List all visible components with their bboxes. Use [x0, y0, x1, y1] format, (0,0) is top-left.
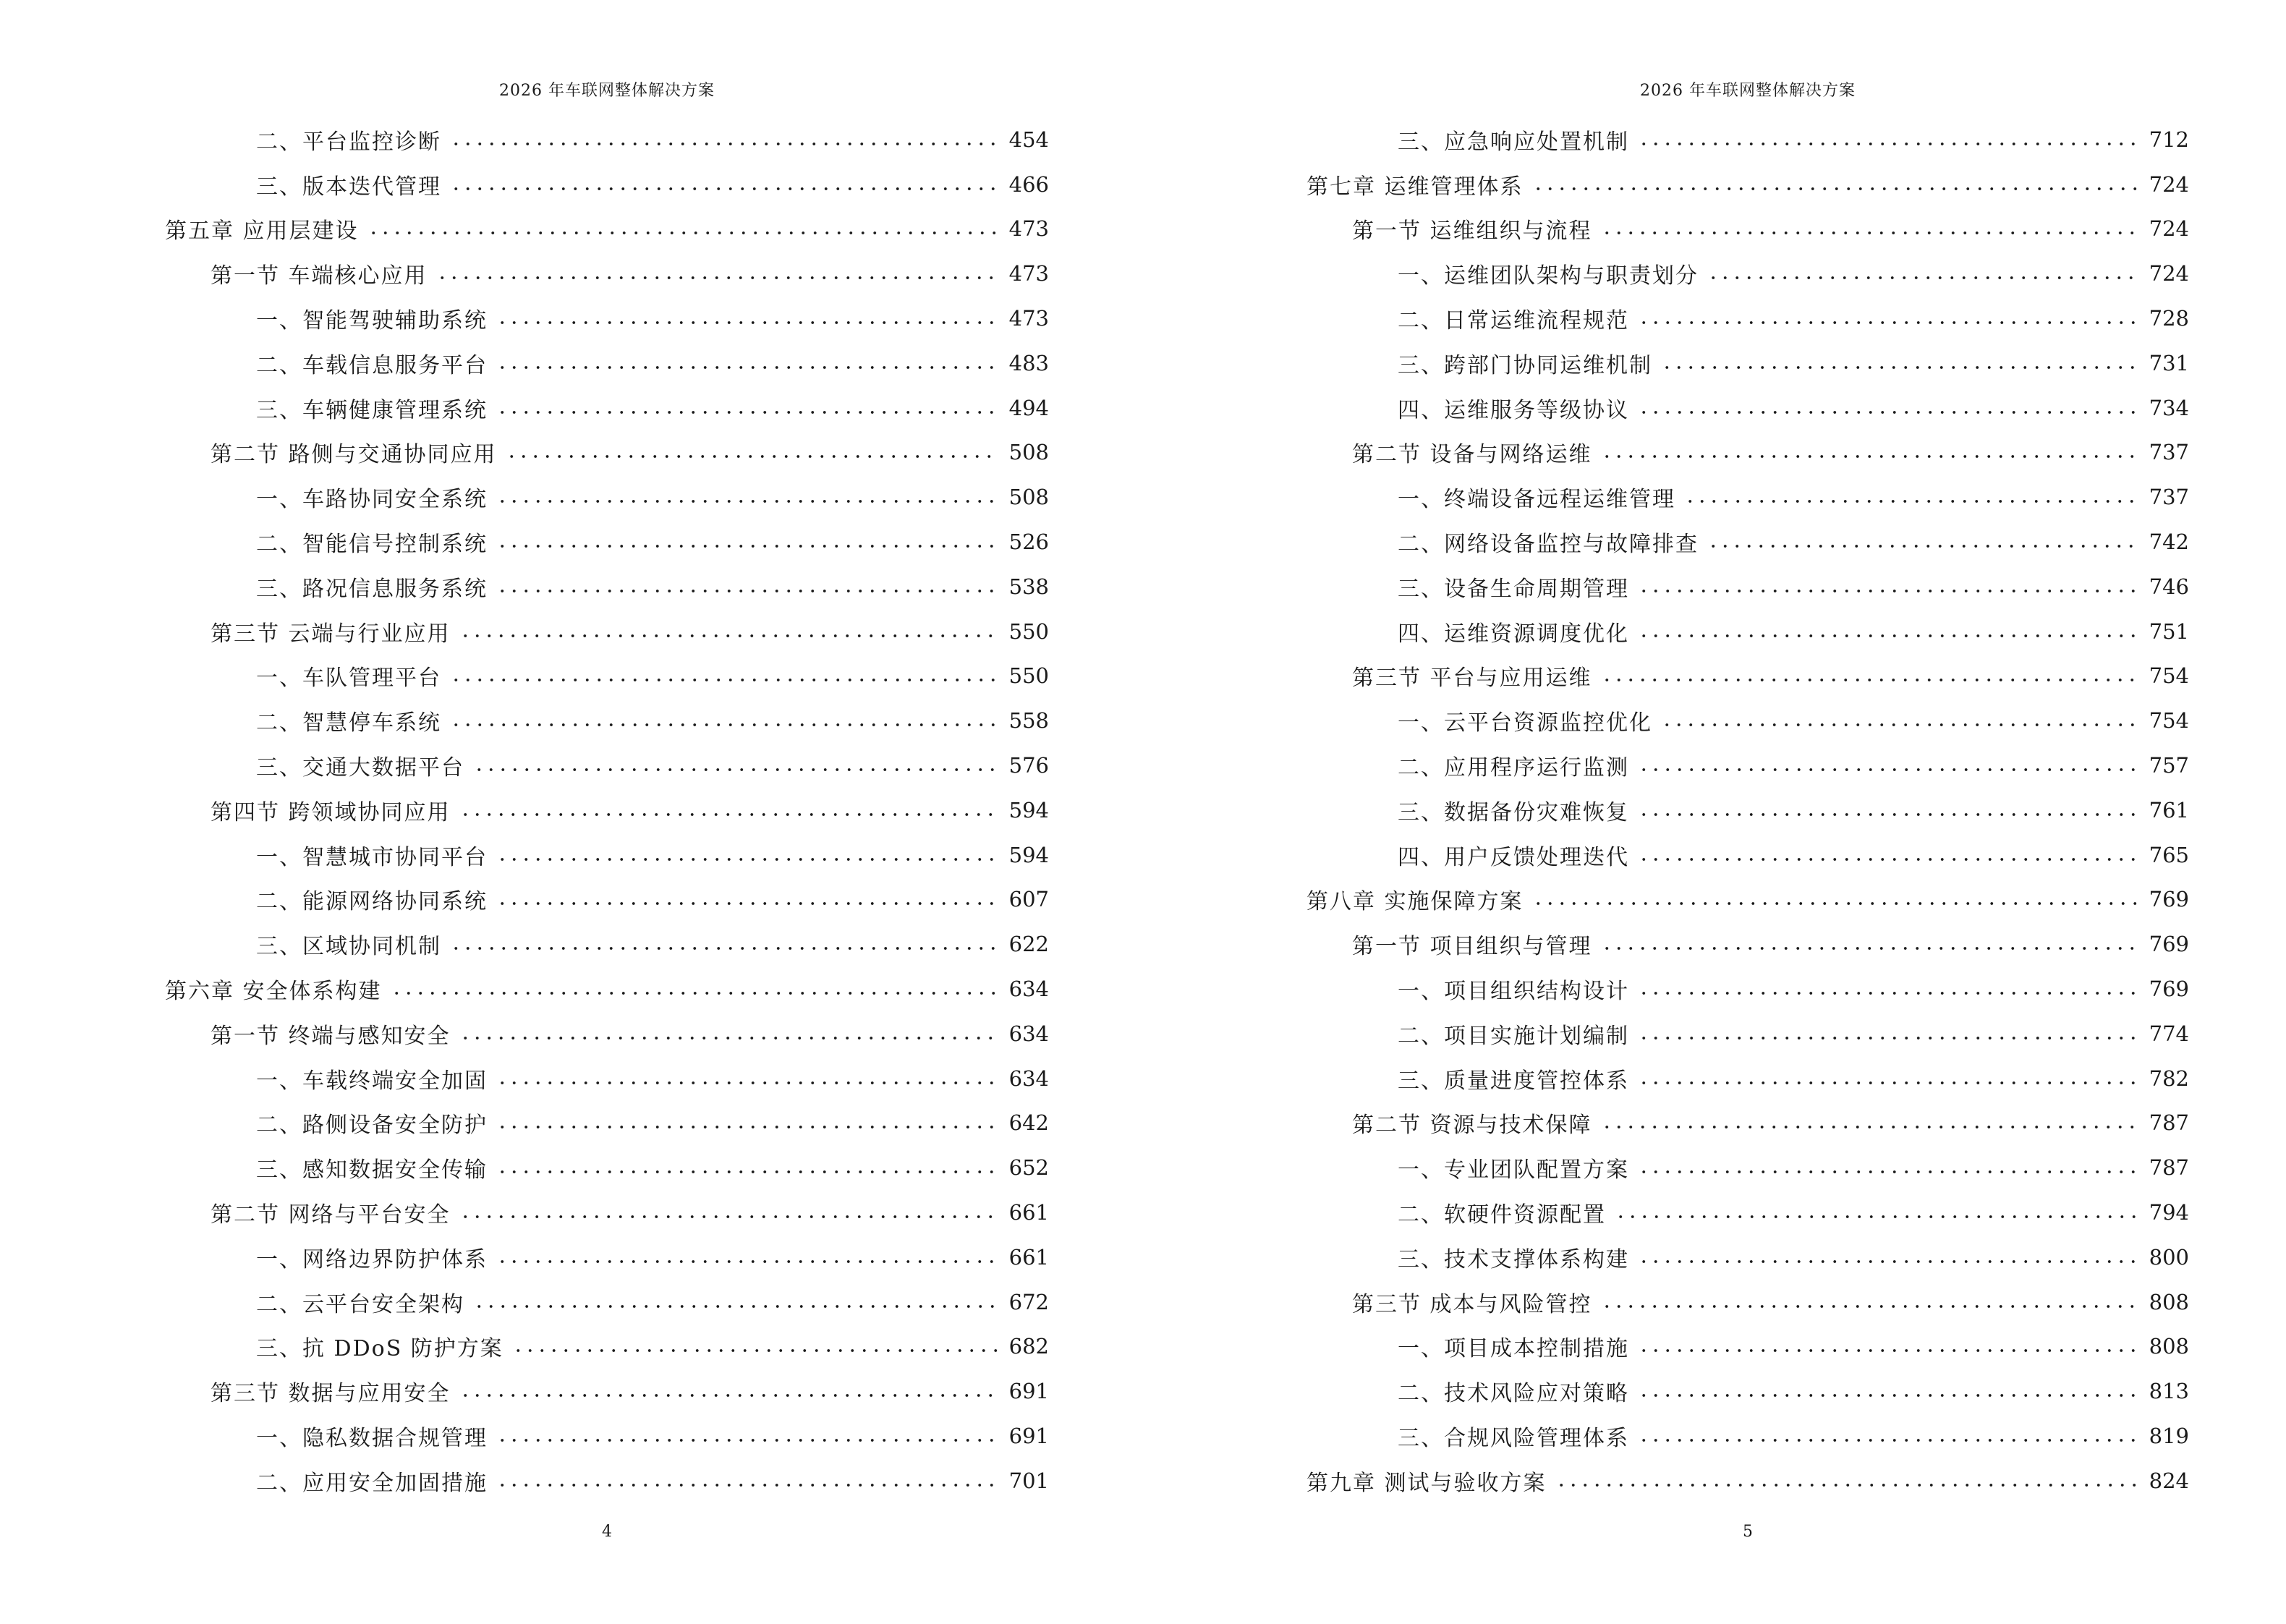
- toc-entry-page-number: 661: [1008, 1244, 1049, 1270]
- toc-entry[interactable]: [165, 609, 1049, 654]
- toc-entry-title: 二、能源网络协同系统: [256, 889, 488, 915]
- toc-entry-page-number: 808: [2149, 1289, 2189, 1314]
- dot-leader: [1661, 366, 2138, 369]
- toc-entry-title: 第八章 实施保障方案: [1306, 889, 1524, 915]
- table-of-contents: [165, 117, 1049, 1503]
- toc-entry[interactable]: [165, 117, 1049, 162]
- dot-leader: [1638, 143, 2138, 145]
- toc-entry-title: 二、平台监控诊断: [256, 129, 441, 155]
- toc-entry-title: 第二节 路侧与交通协同应用: [211, 442, 497, 468]
- toc-entry-title: 第二节 设备与网络运维: [1352, 442, 1592, 468]
- toc-entry-title: 二、路侧设备安全防护: [256, 1113, 488, 1139]
- dot-leader: [1684, 500, 2138, 503]
- dot-leader: [1638, 1260, 2138, 1263]
- toc-entry-page-number: 757: [2149, 753, 2189, 778]
- toc-entry-title: 三、交通大数据平台: [256, 755, 464, 781]
- page-number: 5: [1743, 1523, 1753, 1541]
- toc-entry[interactable]: [1306, 1056, 2189, 1101]
- toc-entry-title: 第二节 资源与技术保障: [1352, 1113, 1592, 1139]
- dot-leader: [496, 500, 998, 503]
- toc-entry-title: 三、感知数据安全传输: [256, 1157, 488, 1183]
- dot-leader: [1638, 1394, 2138, 1397]
- toc-entry-title: 三、设备生命周期管理: [1398, 576, 1629, 602]
- dot-leader: [1532, 902, 2138, 905]
- dot-leader: [1638, 1170, 2138, 1173]
- table-of-contents: [1306, 117, 2189, 1503]
- dot-leader: [473, 768, 998, 771]
- toc-entry[interactable]: [1306, 1369, 2189, 1413]
- toc-entry[interactable]: [1306, 207, 2189, 252]
- toc-entry-title: 第五章 应用层建设: [165, 218, 359, 245]
- toc-entry-page-number: 787: [2149, 1110, 2189, 1136]
- toc-entry[interactable]: [165, 1056, 1049, 1101]
- dot-leader: [1601, 455, 2138, 458]
- dot-leader: [512, 1349, 998, 1352]
- dot-leader: [1532, 187, 2138, 190]
- toc-entry-page-number: 550: [1008, 618, 1049, 644]
- toc-entry-page-number: 737: [2149, 440, 2189, 465]
- toc-entry-page-number: 737: [2149, 485, 2189, 510]
- toc-entry-title: 一、云平台资源监控优化: [1398, 710, 1652, 736]
- toc-entry-page-number: 712: [2149, 127, 2189, 152]
- toc-entry[interactable]: [165, 833, 1049, 877]
- toc-entry-title: 第六章 安全体系构建: [165, 979, 382, 1005]
- toc-entry[interactable]: [1306, 1235, 2189, 1280]
- toc-entry-page-number: 800: [2149, 1244, 2189, 1270]
- toc-entry-page-number: 765: [2149, 842, 2189, 867]
- dot-leader: [1638, 590, 2138, 592]
- toc-entry[interactable]: [165, 743, 1049, 788]
- dot-leader: [1638, 858, 2138, 861]
- toc-entry-page-number: 594: [1008, 797, 1049, 822]
- dot-leader: [459, 1037, 998, 1040]
- toc-entry-page-number: 473: [1008, 306, 1049, 331]
- toc-entry[interactable]: [1306, 1101, 2189, 1146]
- toc-entry-title: 三、合规风险管理体系: [1398, 1426, 1629, 1451]
- toc-entry-title: 第七章 运维管理体系: [1306, 174, 1524, 200]
- toc-entry-page-number: 724: [2149, 216, 2189, 242]
- toc-entry[interactable]: [165, 475, 1049, 519]
- toc-entry-page-number: 769: [2149, 887, 2189, 912]
- toc-entry[interactable]: [165, 1369, 1049, 1413]
- toc-entry[interactable]: [165, 788, 1049, 833]
- toc-entry-page-number: 508: [1008, 485, 1049, 510]
- toc-entry-title: 二、云平台安全架构: [256, 1291, 464, 1317]
- dot-leader: [1601, 1305, 2138, 1308]
- dot-leader: [450, 187, 998, 190]
- toc-entry-page-number: 594: [1008, 842, 1049, 867]
- dot-leader: [496, 545, 998, 548]
- toc-entry-page-number: 642: [1008, 1110, 1049, 1136]
- toc-entry-title: 第三节 数据与应用安全: [211, 1381, 451, 1407]
- dot-leader: [506, 455, 998, 458]
- toc-entry[interactable]: [1306, 743, 2189, 788]
- toc-entry[interactable]: [165, 386, 1049, 430]
- dot-leader: [1601, 679, 2138, 681]
- toc-entry-page-number: 494: [1008, 395, 1049, 420]
- toc-entry-page-number: 761: [2149, 797, 2189, 822]
- dot-leader: [473, 1305, 998, 1308]
- dot-leader: [450, 947, 998, 950]
- toc-entry-title: 三、质量进度管控体系: [1398, 1068, 1629, 1094]
- toc-entry-page-number: 550: [1008, 663, 1049, 689]
- dot-leader: [450, 723, 998, 726]
- toc-entry-title: 三、数据备份灾难恢复: [1398, 799, 1629, 825]
- toc-entry-title: 一、智慧城市协同平台: [256, 844, 488, 870]
- toc-entry-page-number: 682: [1008, 1334, 1049, 1359]
- toc-entry[interactable]: [1306, 1458, 2189, 1503]
- toc-entry-page-number: 769: [2149, 932, 2189, 957]
- toc-entry-page-number: 754: [2149, 663, 2189, 689]
- dot-leader: [496, 1260, 998, 1263]
- toc-entry-title: 第二节 网络与平台安全: [211, 1202, 451, 1228]
- toc-entry-page-number: 701: [1008, 1468, 1049, 1493]
- toc-entry[interactable]: [1306, 654, 2189, 699]
- dot-leader: [1638, 1037, 2138, 1040]
- toc-entry-title: 第一节 车端核心应用: [211, 263, 428, 289]
- dot-leader: [1638, 634, 2138, 637]
- toc-entry-title: 一、终端设备远程运维管理: [1398, 487, 1675, 513]
- toc-entry[interactable]: [165, 564, 1049, 609]
- toc-entry-title: 三、区域协同机制: [256, 934, 441, 960]
- dot-leader: [496, 411, 998, 414]
- dot-leader: [459, 813, 998, 816]
- page-header: 2026 年车联网整体解决方案: [499, 82, 715, 100]
- toc-entry-title: 二、网络设备监控与故障排查: [1398, 532, 1699, 558]
- page-right: [1306, 0, 2189, 1624]
- toc-entry[interactable]: [165, 1458, 1049, 1503]
- toc-entry-title: 二、日常运维流程规范: [1398, 308, 1629, 334]
- dot-leader: [450, 679, 998, 681]
- toc-entry-page-number: 724: [2149, 261, 2189, 286]
- dot-leader: [436, 276, 998, 279]
- dot-leader: [1601, 947, 2138, 950]
- dot-leader: [1638, 411, 2138, 414]
- toc-entry[interactable]: [165, 519, 1049, 564]
- toc-entry-page-number: 473: [1008, 261, 1049, 286]
- toc-entry[interactable]: [165, 698, 1049, 743]
- toc-entry-title: 第一节 运维组织与流程: [1352, 218, 1592, 245]
- toc-entry[interactable]: [165, 1190, 1049, 1235]
- toc-entry-page-number: 813: [2149, 1379, 2189, 1404]
- toc-entry-page-number: 824: [2149, 1468, 2189, 1493]
- toc-entry-page-number: 672: [1008, 1289, 1049, 1314]
- toc-entry-page-number: 473: [1008, 216, 1049, 242]
- toc-entry-title: 三、路况信息服务系统: [256, 576, 488, 602]
- toc-entry[interactable]: [165, 341, 1049, 386]
- toc-entry-title: 一、运维团队架构与职责划分: [1398, 263, 1699, 289]
- toc-entry-title: 三、抗 DDoS 防护方案: [256, 1336, 503, 1362]
- toc-entry[interactable]: [1306, 1280, 2189, 1325]
- toc-entry-title: 二、智能信号控制系统: [256, 532, 488, 558]
- toc-entry[interactable]: [1306, 877, 2189, 922]
- toc-entry-page-number: 754: [2149, 708, 2189, 734]
- toc-entry[interactable]: [1306, 296, 2189, 341]
- toc-entry-page-number: 634: [1008, 1066, 1049, 1091]
- toc-entry-title: 三、应急响应处置机制: [1398, 129, 1629, 155]
- page-header: 2026 年车联网整体解决方案: [1640, 82, 1856, 100]
- dot-leader: [1601, 1126, 2138, 1128]
- dot-leader: [1638, 321, 2138, 324]
- dot-leader: [450, 143, 998, 145]
- toc-entry-title: 第一节 终端与感知安全: [211, 1023, 451, 1049]
- toc-entry[interactable]: [1306, 475, 2189, 519]
- toc-entry[interactable]: [165, 296, 1049, 341]
- dot-leader: [496, 858, 998, 861]
- toc-entry[interactable]: [1306, 833, 2189, 877]
- toc-entry[interactable]: [165, 430, 1049, 475]
- toc-entry-page-number: 466: [1008, 171, 1049, 197]
- toc-entry-title: 一、车队管理平台: [256, 666, 441, 692]
- toc-entry-title: 一、车路协同安全系统: [256, 487, 488, 513]
- toc-entry[interactable]: [165, 1413, 1049, 1458]
- toc-entry[interactable]: [165, 654, 1049, 699]
- toc-entry-page-number: 607: [1008, 887, 1049, 912]
- toc-entry-page-number: 622: [1008, 932, 1049, 957]
- toc-entry-page-number: 661: [1008, 1200, 1049, 1225]
- dot-leader: [1661, 723, 2138, 726]
- toc-entry-page-number: 751: [2149, 618, 2189, 644]
- dot-leader: [367, 231, 998, 234]
- dot-leader: [1615, 1215, 2138, 1218]
- toc-entry-page-number: 769: [2149, 977, 2189, 1002]
- dot-leader: [459, 1394, 998, 1397]
- toc-entry[interactable]: [165, 207, 1049, 252]
- toc-entry[interactable]: [165, 922, 1049, 966]
- toc-entry[interactable]: [1306, 117, 2189, 162]
- toc-entry-title: 三、车辆健康管理系统: [256, 397, 488, 423]
- dot-leader: [496, 590, 998, 592]
- toc-entry-page-number: 782: [2149, 1066, 2189, 1091]
- toc-entry[interactable]: [1306, 341, 2189, 386]
- toc-entry-page-number: 808: [2149, 1334, 2189, 1359]
- toc-entry-title: 一、隐私数据合规管理: [256, 1426, 488, 1451]
- toc-entry[interactable]: [1306, 1413, 2189, 1458]
- toc-entry-title: 三、技术支撑体系构建: [1398, 1246, 1629, 1272]
- dot-leader: [1638, 1081, 2138, 1084]
- toc-entry-title: 一、车载终端安全加固: [256, 1068, 488, 1094]
- toc-entry[interactable]: [1306, 1325, 2189, 1369]
- dot-leader: [496, 1126, 998, 1128]
- toc-entry-title: 二、项目实施计划编制: [1398, 1023, 1629, 1049]
- toc-entry-page-number: 508: [1008, 440, 1049, 465]
- dot-leader: [496, 1484, 998, 1487]
- toc-entry-title: 第四节 跨领域协同应用: [211, 799, 451, 825]
- toc-entry-page-number: 538: [1008, 574, 1049, 599]
- toc-entry[interactable]: [1306, 966, 2189, 1011]
- toc-entry-page-number: 483: [1008, 350, 1049, 375]
- toc-entry[interactable]: [165, 966, 1049, 1011]
- page-number: 4: [602, 1523, 612, 1541]
- toc-entry[interactable]: [165, 1280, 1049, 1325]
- toc-entry-title: 第一节 项目组织与管理: [1352, 934, 1592, 960]
- dot-leader: [496, 902, 998, 905]
- toc-entry-page-number: 731: [2149, 350, 2189, 375]
- toc-entry-page-number: 691: [1008, 1424, 1049, 1448]
- toc-entry[interactable]: [165, 1011, 1049, 1056]
- toc-entry-title: 第九章 测试与验收方案: [1306, 1470, 1547, 1496]
- toc-entry[interactable]: [1306, 788, 2189, 833]
- toc-entry-page-number: 576: [1008, 753, 1049, 778]
- toc-entry[interactable]: [165, 162, 1049, 207]
- toc-entry-page-number: 728: [2149, 306, 2189, 331]
- toc-entry-title: 二、技术风险应对策略: [1398, 1381, 1629, 1407]
- toc-entry-title: 一、项目组织结构设计: [1398, 979, 1629, 1005]
- toc-entry-title: 二、应用程序运行监测: [1398, 755, 1629, 781]
- toc-entry-title: 一、项目成本控制措施: [1398, 1336, 1629, 1362]
- toc-entry-page-number: 787: [2149, 1155, 2189, 1181]
- page-left: [165, 0, 1049, 1624]
- toc-entry[interactable]: [1306, 1190, 2189, 1235]
- toc-entry-title: 二、软硬件资源配置: [1398, 1202, 1606, 1228]
- toc-entry-page-number: 734: [2149, 395, 2189, 420]
- toc-entry[interactable]: [165, 251, 1049, 296]
- dot-leader: [496, 321, 998, 324]
- toc-entry-title: 四、用户反馈处理迭代: [1398, 844, 1629, 870]
- toc-entry-page-number: 819: [2149, 1424, 2189, 1448]
- dot-leader: [1638, 813, 2138, 816]
- toc-entry-title: 三、版本迭代管理: [256, 174, 441, 200]
- toc-entry[interactable]: [1306, 564, 2189, 609]
- toc-entry-title: 二、智慧停车系统: [256, 710, 441, 736]
- toc-entry-title: 第三节 平台与应用运维: [1352, 666, 1592, 692]
- toc-entry-title: 四、运维服务等级协议: [1398, 397, 1629, 423]
- dot-leader: [1638, 992, 2138, 995]
- toc-entry-page-number: 794: [2149, 1200, 2189, 1225]
- toc-entry-page-number: 652: [1008, 1155, 1049, 1181]
- toc-entry-page-number: 746: [2149, 574, 2189, 599]
- dot-leader: [1638, 768, 2138, 771]
- dot-leader: [459, 634, 998, 637]
- toc-entry[interactable]: [1306, 430, 2189, 475]
- toc-entry[interactable]: [1306, 251, 2189, 296]
- toc-entry[interactable]: [165, 1145, 1049, 1190]
- toc-entry-page-number: 558: [1008, 708, 1049, 734]
- toc-entry[interactable]: [165, 1235, 1049, 1280]
- dot-leader: [496, 1170, 998, 1173]
- dot-leader: [1707, 545, 2138, 548]
- toc-entry-page-number: 774: [2149, 1021, 2189, 1046]
- toc-entry-title: 一、网络边界防护体系: [256, 1246, 488, 1272]
- toc-entry-title: 一、智能驾驶辅助系统: [256, 308, 488, 334]
- toc-entry-page-number: 634: [1008, 1021, 1049, 1046]
- dot-leader: [496, 1439, 998, 1442]
- toc-entry[interactable]: [165, 1325, 1049, 1369]
- toc-entry[interactable]: [1306, 1145, 2189, 1190]
- dot-leader: [1638, 1439, 2138, 1442]
- toc-entry[interactable]: [1306, 1011, 2189, 1056]
- dot-leader: [1555, 1484, 2138, 1487]
- toc-entry[interactable]: [1306, 698, 2189, 743]
- toc-entry[interactable]: [1306, 922, 2189, 966]
- toc-entry[interactable]: [165, 877, 1049, 922]
- toc-entry[interactable]: [1306, 386, 2189, 430]
- dot-leader: [496, 366, 998, 369]
- toc-entry-title: 一、专业团队配置方案: [1398, 1157, 1629, 1183]
- dot-leader: [1707, 276, 2138, 279]
- toc-entry-page-number: 634: [1008, 977, 1049, 1002]
- toc-entry-page-number: 454: [1008, 127, 1049, 152]
- dot-leader: [1638, 1349, 2138, 1352]
- toc-entry-page-number: 742: [2149, 530, 2189, 555]
- toc-entry[interactable]: [1306, 519, 2189, 564]
- toc-entry-title: 二、车载信息服务平台: [256, 352, 488, 378]
- toc-entry-page-number: 691: [1008, 1379, 1049, 1404]
- dot-leader: [1601, 231, 2138, 234]
- toc-entry-page-number: 526: [1008, 530, 1049, 555]
- toc-entry[interactable]: [1306, 609, 2189, 654]
- toc-entry-title: 二、应用安全加固措施: [256, 1470, 488, 1496]
- toc-entry-title: 第三节 成本与风险管控: [1352, 1291, 1592, 1317]
- dot-leader: [459, 1215, 998, 1218]
- dot-leader: [391, 992, 998, 995]
- toc-entry-title: 四、运维资源调度优化: [1398, 621, 1629, 647]
- toc-entry-title: 第三节 云端与行业应用: [211, 621, 451, 647]
- toc-entry[interactable]: [165, 1101, 1049, 1146]
- dot-leader: [496, 1081, 998, 1084]
- toc-entry-title: 三、跨部门协同运维机制: [1398, 352, 1652, 378]
- toc-entry[interactable]: [1306, 162, 2189, 207]
- toc-entry-page-number: 724: [2149, 171, 2189, 197]
